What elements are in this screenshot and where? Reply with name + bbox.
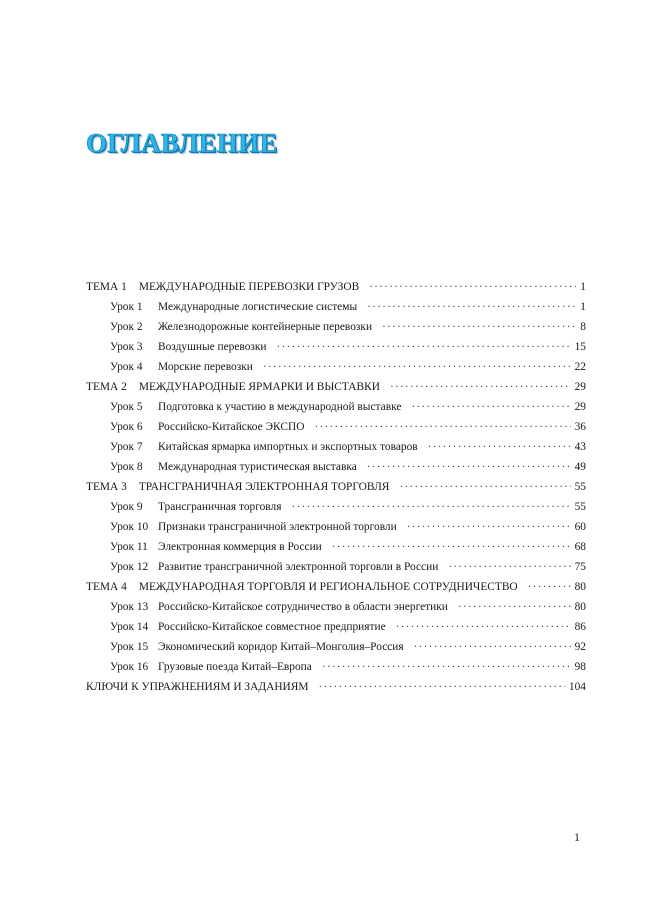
toc-lesson-row xyxy=(86,297,586,317)
toc-lesson-row xyxy=(86,437,586,457)
toc-entry-page: 29 xyxy=(574,381,586,393)
dot-leader xyxy=(291,497,570,517)
dot-leader xyxy=(390,377,571,397)
toc-entry-number: Урок 11 xyxy=(110,541,148,553)
toc-entry-page: 92 xyxy=(574,641,586,653)
toc-entry-page: 8 xyxy=(580,321,586,333)
page-number: 1 xyxy=(574,830,580,844)
toc-entry-label xyxy=(110,297,357,317)
toc-entry-title: МЕЖДУНАРОДНЫЕ ЯРМАРКИ И ВЫСТАВКИ xyxy=(138,381,380,393)
toc-entry-page: 60 xyxy=(574,521,586,533)
dot-leader xyxy=(369,277,576,297)
toc-entry-label xyxy=(110,597,448,617)
toc-entry-title: МЕЖДУНАРОДНЫЕ ПЕРЕВОЗКИ ГРУЗОВ xyxy=(138,281,360,293)
toc-entry-page: 1 xyxy=(580,281,586,293)
toc-lesson-row xyxy=(86,537,586,557)
toc-topic-row xyxy=(86,377,586,397)
page-title: ОГЛАВЛЕНИЕ xyxy=(86,128,278,159)
toc-entry-title: Экономический коридор Китай–Монголия–Россия xyxy=(158,641,404,653)
toc-entry-page: 55 xyxy=(574,481,586,493)
toc-entry-page: 43 xyxy=(574,441,586,453)
toc-entry-number: ТЕМА 2 xyxy=(86,381,127,393)
table-of-contents xyxy=(86,277,586,697)
toc-entry-label xyxy=(110,337,267,357)
toc-entry-page: 75 xyxy=(574,561,586,573)
toc-entry-number: Урок 2 xyxy=(110,321,143,333)
dot-leader xyxy=(382,317,576,337)
toc-topic-row xyxy=(86,477,586,497)
toc-lesson-row xyxy=(86,457,586,477)
toc-entry-label xyxy=(110,637,404,657)
dot-leader xyxy=(367,297,576,317)
toc-entry-label xyxy=(110,557,438,577)
toc-entry-number: Урок 13 xyxy=(110,601,149,613)
dot-leader xyxy=(314,417,570,437)
toc-entry-title: Воздушные перевозки xyxy=(158,341,267,353)
toc-entry-page: 104 xyxy=(568,681,586,693)
toc-entry-page: 36 xyxy=(574,421,586,433)
toc-lesson-row xyxy=(86,317,586,337)
toc-topic-row xyxy=(86,577,586,597)
toc-entry-title: Российско-Китайское совместное предприятие xyxy=(158,621,386,633)
dot-leader xyxy=(399,477,570,497)
dot-leader xyxy=(263,357,571,377)
toc-lesson-row xyxy=(86,397,586,417)
toc-lesson-row xyxy=(86,497,586,517)
toc-entry-number: Урок 5 xyxy=(110,401,143,413)
toc-lesson-row xyxy=(86,417,586,437)
toc-entry-label xyxy=(86,677,309,697)
toc-entry-label xyxy=(110,397,401,417)
toc-entry-number: Урок 3 xyxy=(110,341,143,353)
toc-entry-title: ТРАНСГРАНИЧНАЯ ЭЛЕКТРОННАЯ ТОРГОВЛЯ xyxy=(138,481,390,493)
toc-entry-page: 68 xyxy=(574,541,586,553)
toc-entry-number: Урок 8 xyxy=(110,461,143,473)
toc-lesson-row xyxy=(86,617,586,637)
toc-entry-number: ТЕМА 4 xyxy=(86,581,127,593)
toc-entry-label xyxy=(86,377,380,397)
toc-entry-page: 15 xyxy=(574,341,586,353)
toc-lesson-row xyxy=(86,337,586,357)
dot-leader xyxy=(428,437,571,457)
toc-entry-title: Железнодорожные контейнерные перевозки xyxy=(158,321,373,333)
toc-entry-title: МЕЖДУНАРОДНАЯ ТОРГОВЛЯ И РЕГИОНАЛЬНОЕ СОТРУДНИЧЕСТВО xyxy=(138,581,518,593)
toc-entry-label xyxy=(86,277,359,297)
toc-topic-row xyxy=(86,277,586,297)
toc-entry-label xyxy=(86,477,389,497)
toc-entry-number: Урок 7 xyxy=(110,441,143,453)
toc-entry-title: Российско-Китайское сотрудничество в области энергетики xyxy=(158,601,448,613)
toc-entry-title: Грузовые поезда Китай–Европа xyxy=(158,661,312,673)
toc-entry-title: Развитие трансграничной электронной торговли в России xyxy=(158,561,439,573)
dot-leader xyxy=(396,617,571,637)
toc-entry-label xyxy=(110,617,386,637)
dot-leader xyxy=(411,397,570,417)
toc-entry-page: 49 xyxy=(574,461,586,473)
dot-leader xyxy=(367,457,571,477)
toc-entry-number: Урок 9 xyxy=(110,501,143,513)
toc-entry-title: Трансграничная торговля xyxy=(158,501,282,513)
toc-entry-label xyxy=(110,497,281,517)
dot-leader xyxy=(277,337,571,357)
dot-leader xyxy=(448,557,570,577)
toc-entry-number: ТЕМА 1 xyxy=(86,281,127,293)
toc-entry-title: Международная туристическая выставка xyxy=(158,461,357,473)
toc-entry-title: Российско-Китайское ЭКСПО xyxy=(158,421,305,433)
toc-entry-title: Признаки трансграничной электронной торговли xyxy=(158,521,397,533)
dot-leader xyxy=(458,597,571,617)
toc-topic-row xyxy=(86,677,586,697)
dot-leader xyxy=(322,657,571,677)
toc-entry-title: Электронная коммерция в России xyxy=(158,541,322,553)
toc-entry-label xyxy=(110,357,253,377)
toc-entry-page: 1 xyxy=(580,301,586,313)
dot-leader xyxy=(414,637,571,657)
dot-leader xyxy=(319,677,565,697)
toc-entry-page: 22 xyxy=(574,361,586,373)
toc-entry-label xyxy=(110,417,304,437)
toc-entry-page: 55 xyxy=(574,501,586,513)
toc-entry-number: ТЕМА 3 xyxy=(86,481,127,493)
toc-lesson-row xyxy=(86,637,586,657)
toc-entry-number: Урок 12 xyxy=(110,561,149,573)
toc-entry-page: 98 xyxy=(574,661,586,673)
toc-entry-number: Урок 1 xyxy=(110,301,143,313)
toc-entry-number: Урок 15 xyxy=(110,641,149,653)
toc-entry-number: Урок 14 xyxy=(110,621,149,633)
toc-entry-number: Урок 10 xyxy=(110,521,149,533)
toc-entry-label xyxy=(110,657,312,677)
toc-entry-label xyxy=(110,517,397,537)
toc-lesson-row xyxy=(86,357,586,377)
toc-entry-number: Урок 4 xyxy=(110,361,143,373)
toc-lesson-row xyxy=(86,597,586,617)
toc-entry-label xyxy=(110,317,372,337)
dot-leader xyxy=(407,517,571,537)
toc-entry-page: 80 xyxy=(574,581,586,593)
toc-entry-title: Китайская ярмарка импортных и экспортных товаров xyxy=(158,441,418,453)
toc-entry-title: КЛЮЧИ К УПРАЖНЕНИЯМ И ЗАДАНИЯМ xyxy=(86,681,309,693)
toc-entry-label xyxy=(110,437,418,457)
toc-entry-number: Урок 16 xyxy=(110,661,149,673)
toc-entry-label xyxy=(86,577,518,597)
toc-entry-label xyxy=(110,457,357,477)
toc-entry-number: Урок 6 xyxy=(110,421,143,433)
dot-leader xyxy=(332,537,571,557)
toc-entry-title: Подготовка к участию в международной выставке xyxy=(158,401,402,413)
toc-lesson-row xyxy=(86,657,586,677)
dot-leader xyxy=(528,577,571,597)
toc-entry-page: 80 xyxy=(574,601,586,613)
toc-entry-title: Морские перевозки xyxy=(158,361,253,373)
toc-entry-page: 29 xyxy=(574,401,586,413)
toc-lesson-row xyxy=(86,517,586,537)
toc-entry-page: 86 xyxy=(574,621,586,633)
toc-entry-label xyxy=(110,537,322,557)
toc-entry-title: Международные логистические системы xyxy=(158,301,358,313)
toc-lesson-row xyxy=(86,557,586,577)
